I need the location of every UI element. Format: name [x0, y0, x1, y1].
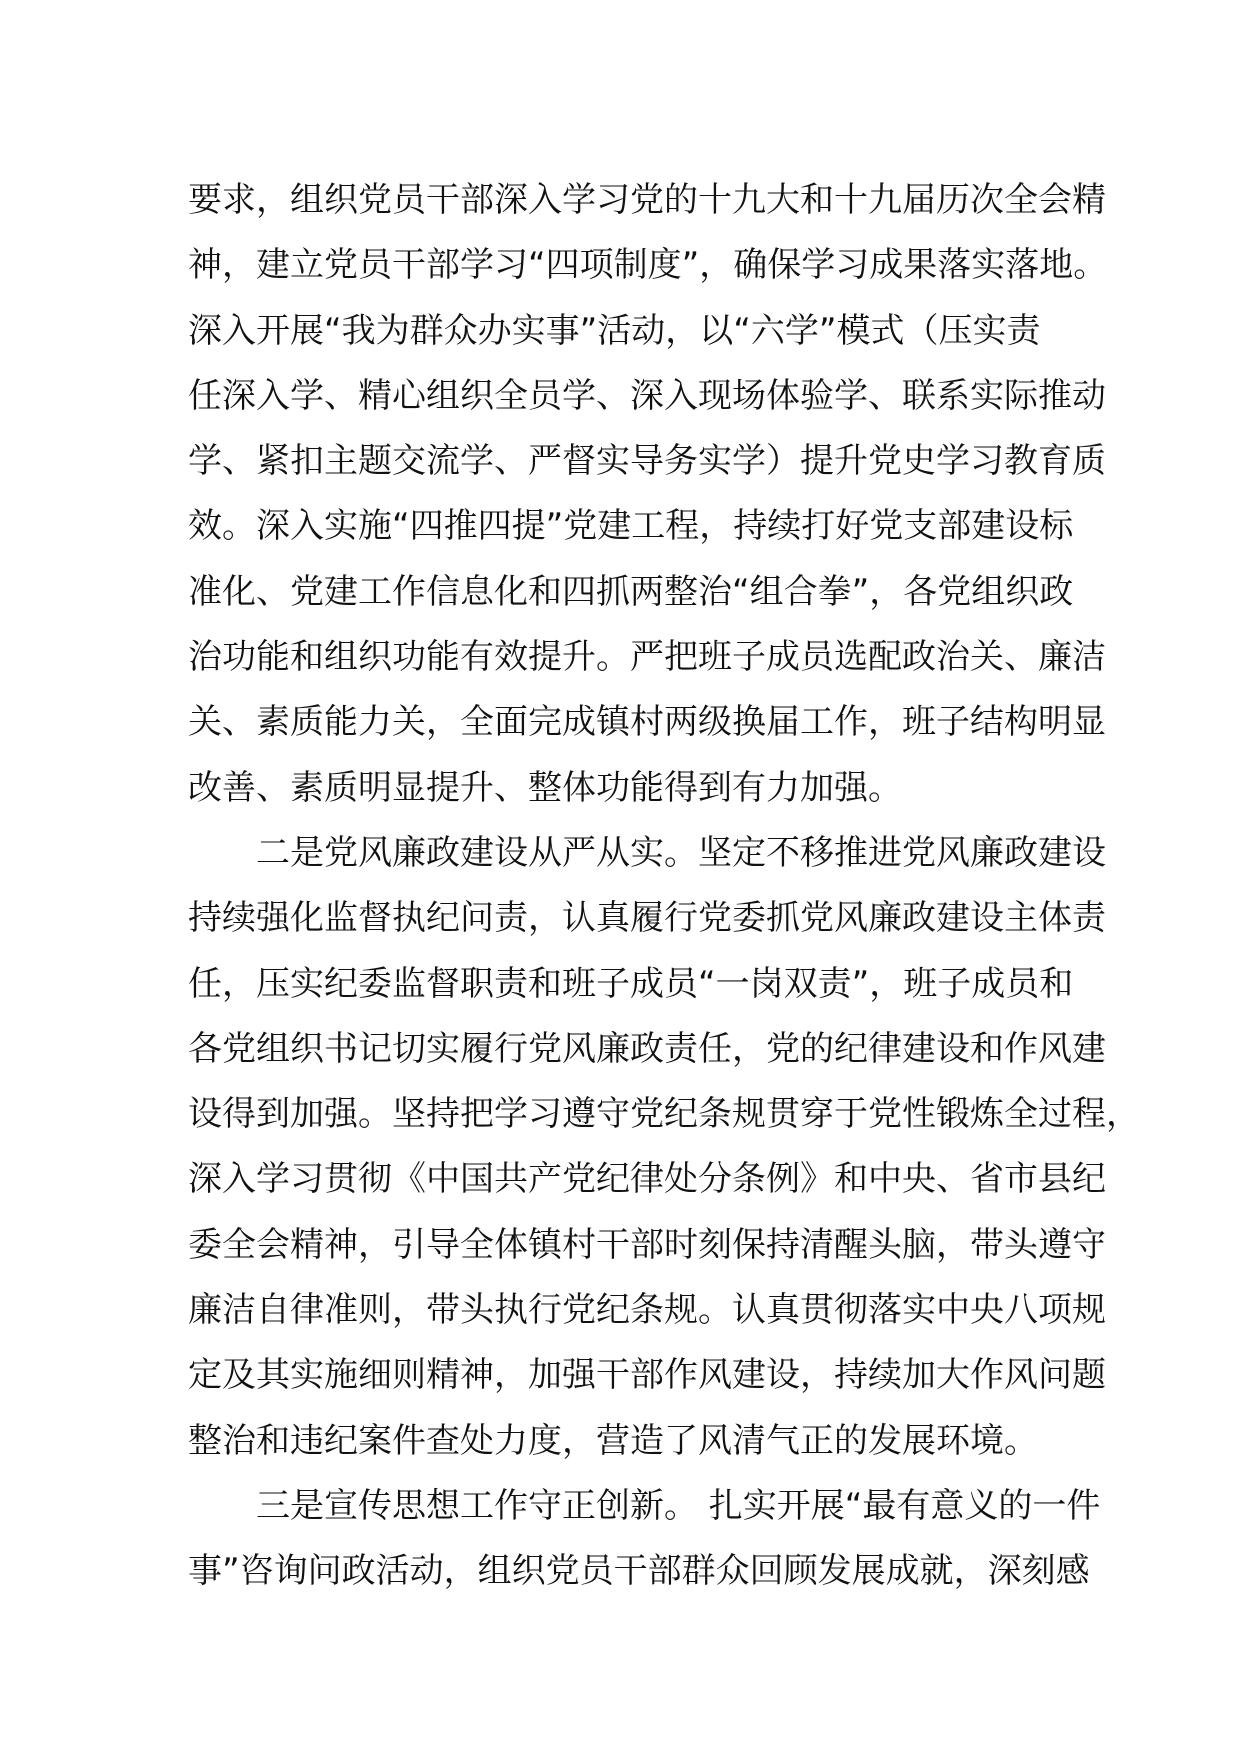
text-line: 廉洁自律准则，带头执行党纪条规。认真贯彻落实中央八项规: [188, 1290, 1106, 1331]
text-line: 任，压实纪委监督职责和班子成员“一岗双责”，班子成员和: [188, 963, 1074, 1004]
text-line: 学、紧扣主题交流学、严督实导务实学）提升党史学习教育质: [188, 441, 1106, 482]
text-line: 深入开展“我为群众办实事”活动，以“六学”模式（压实责: [188, 310, 1041, 351]
text-line: 要求，组织党员干部深入学习党的十九大和十九届历次全会精: [188, 180, 1106, 220]
text-line: 整治和违纪案件查处力度，营造了风清气正的发展环境。: [188, 1420, 1038, 1461]
text-line: 定及其实施细则精神，加强干部作风建设，持续加大作风问题: [188, 1355, 1106, 1396]
document-body: [188, 168, 1140, 1605]
text-line: 设得到加强。坚持把学习遵守党纪条规贯穿于党性锻炼全过程，: [188, 1094, 1140, 1135]
text-line: 效。深入实施“四推四提”党建工程，持续打好党支部建设标: [188, 506, 1074, 547]
text-line: 委全会精神，引导全体镇村干部时刻保持清醒头脑，带头遵守: [188, 1224, 1106, 1265]
text-line: 各党组织书记切实履行党风廉政责任，党的纪律建设和作风建: [188, 1028, 1106, 1069]
text-line: 准化、党建工作信息化和四抓两整治“组合拳”，各党组织政: [188, 571, 1074, 612]
text-line: 任深入学、精心组织全员学、深入现场体验学、联系实际推动: [188, 375, 1106, 416]
text-line: 深入学习贯彻《中国共产党纪律处分条例》和中央、省市县纪: [188, 1159, 1106, 1200]
paragraph-start-line: 二是党风廉政建设从严从实。坚定不移推进党风廉政建设: [188, 832, 1106, 873]
text-line: 事”咨询问政活动，组织党员干部群众回顾发展成就，深刻感: [188, 1551, 1090, 1592]
text-line: 关、素质能力关，全面完成镇村两级换届工作，班子结构明显: [188, 702, 1106, 743]
text-line: 神，建立党员干部学习“四项制度”，确保学习成果落实落地。: [188, 245, 1108, 286]
text-line: 改善、素质明显提升、整体功能得到有力加强。: [188, 767, 902, 808]
text-line: 持续强化监督执纪问责，认真履行党委抓党风廉政建设主体责: [188, 898, 1106, 939]
text-line: 治功能和组织功能有效提升。严把班子成员选配政治关、廉洁: [188, 637, 1106, 678]
paragraph-start-line: 三是宣传思想工作守正创新。 扎实开展“最有意义的一件: [188, 1485, 1101, 1526]
